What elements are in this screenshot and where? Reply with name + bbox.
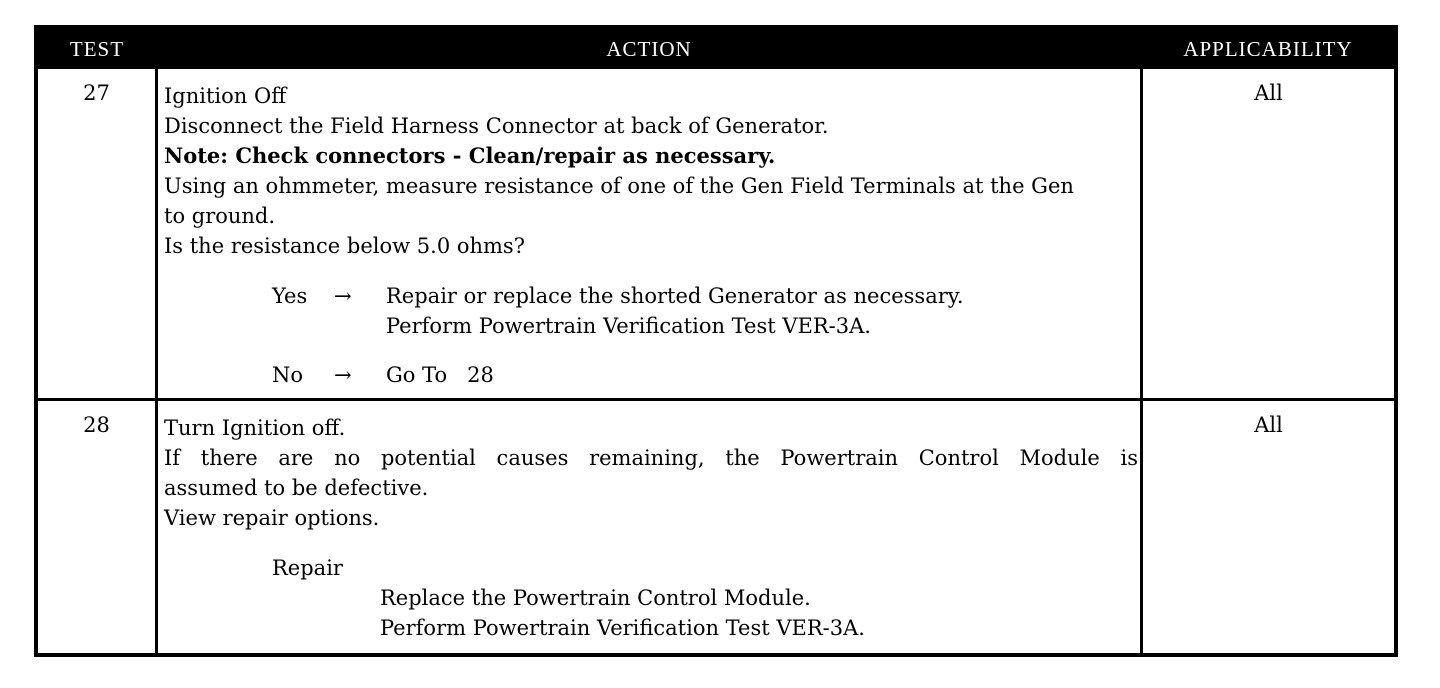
branch-yes-label: Yes [272, 284, 308, 308]
action-line: assumed to be defective. [164, 476, 429, 500]
action-line: View repair options. [164, 506, 380, 530]
header-action: ACTION [606, 37, 692, 61]
header-applicability: APPLICABILITY [1183, 37, 1353, 61]
diagnostic-test-table [34, 25, 1398, 657]
branch-no-label: No [272, 363, 304, 387]
branch-yes [272, 281, 1138, 341]
action-line: If there are no potential causes remaining, the Powertrain Control Module is [164, 446, 1138, 470]
repair-label: Repair [272, 556, 343, 580]
action-note: Note: Check connectors - Clean/repair as necessary. [164, 143, 776, 168]
action-line: Ignition Off [164, 84, 287, 108]
table-header-row [38, 29, 1394, 69]
header-test: TEST [69, 37, 125, 61]
column-divider-test [155, 69, 158, 653]
arrow-right-icon: → [334, 363, 352, 387]
action-line: to ground. [164, 204, 276, 228]
repair-line: Replace the Powertrain Control Module. [380, 586, 811, 610]
arrow-right-icon: → [334, 284, 352, 308]
action-line: Using an ohmmeter, measure resistance of one of the Gen Field Terminals at the Gen [164, 174, 1074, 198]
action-line: Disconnect the Field Harness Connector at back of Generator. [164, 114, 829, 138]
branch-no [272, 360, 1138, 390]
test-number-27: 27 [83, 81, 110, 105]
column-divider-action [1140, 69, 1143, 653]
branch-yes-line: Perform Powertrain Verification Test VER-3A. [386, 314, 871, 338]
repair-line: Perform Powertrain Verification Test VER-3A. [380, 616, 865, 640]
test-number-28: 28 [83, 413, 110, 437]
action-line: Turn Ignition off. [164, 416, 346, 440]
action-question: Is the resistance below 5.0 ohms? [164, 234, 525, 258]
action-cell-27 [164, 81, 1138, 390]
applicability-27: All [1254, 81, 1283, 105]
branch-no-text: Go To 28 [386, 363, 494, 387]
applicability-28: All [1254, 413, 1283, 437]
row-divider [38, 398, 1394, 401]
action-cell-28 [164, 413, 1138, 643]
branch-yes-line: Repair or replace the shorted Generator as necessary. [386, 284, 964, 308]
branch-yes-text [386, 281, 1138, 341]
